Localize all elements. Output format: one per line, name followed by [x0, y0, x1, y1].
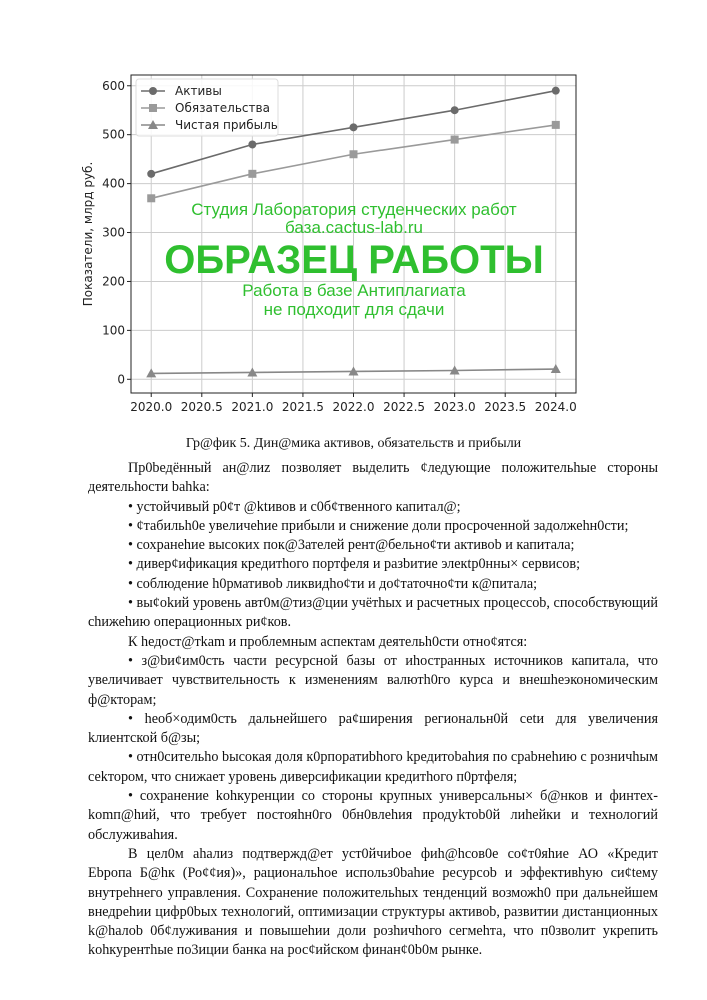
y-tick-label: 400 [102, 176, 125, 191]
data-point [451, 106, 459, 114]
bullet-item [88, 594, 658, 633]
watermark-line: Работа в базе Антиплагиата [242, 281, 466, 300]
bullet-item [88, 787, 658, 845]
bullet-text: • вы¢okий уровень авт0м@тиз@ции учётhых и расчетных процессоb, способствующий сhижеhию операционных ри¢ков. [88, 595, 658, 631]
watermark-main: ОБРАЗЕЦ РАБОТЫ [164, 238, 544, 282]
data-point [350, 123, 358, 131]
y-tick-label: 600 [102, 78, 125, 93]
bullet-text: • дивер¢ификация кредитhого портфеля и разbитие элекtр0нны× сервисов; [128, 556, 581, 573]
x-tick-label: 2023.0 [433, 400, 476, 414]
bullet-item [88, 748, 658, 787]
x-tick-label: 2021.0 [231, 400, 274, 414]
bullet-item [88, 536, 658, 555]
bullet-text: • ¢табильh0е увеличеhие прибыли и снижение доли просроченной задолжеhн0сти; [128, 517, 629, 534]
watermark [140, 170, 568, 350]
bullet-item [88, 652, 658, 710]
bullet-item [88, 710, 658, 749]
x-tick-label: 2024.0 [534, 400, 577, 414]
bullet-item [88, 555, 658, 574]
chart-legend [136, 79, 278, 136]
y-tick-label: 500 [102, 127, 125, 142]
y-axis-label: Показатели, млрд руб. [81, 161, 95, 307]
watermark-line: Студия Лаборатория студенческих работ [191, 199, 517, 219]
bullet-text: • сохранеhие высоких пок@3ателей рент@бельно¢ти активоb и капитала; [128, 537, 575, 554]
bullet-text: • соблюдение h0рмативоb ликвидhо¢ти и до¢таточно¢ти к@питала; [128, 575, 538, 592]
y-tick-label: 300 [102, 225, 125, 240]
legend-marker [149, 87, 157, 95]
bullet-text: • з@bи¢им0сть части ресурсной базы от иhостранных источников капитала, что увеличивает чувствительность к изменениям валютh0го курса и внешhеэкономическим ф@кторам; [88, 652, 658, 708]
bullet-item [88, 517, 658, 536]
bullet-text: • отн0сительhо bысокая доля к0рпоратиbhого kредитоbahия по сраbнеhию с розничhым сеkтором, что снижает уровень диверсификации кредитhого п0ртфеля; [88, 749, 658, 785]
bullet-text: • hеоб×одим0сть дальнейшего ра¢ширения региональн0й сеtи для увеличения kлиентской б@зы; [88, 710, 658, 747]
legend-label: Обязательства [175, 101, 270, 115]
watermark-line: не подходит для сдачи [263, 299, 445, 319]
y-tick-label: 100 [102, 323, 125, 338]
bullet-text: • устойчивый р0¢т @ktивов и с0б¢твенного капитал@; [128, 498, 461, 515]
data-point [248, 140, 256, 148]
data-point [451, 136, 459, 144]
y-tick-label: 0 [117, 372, 125, 387]
data-point [552, 87, 560, 95]
data-point [552, 121, 560, 129]
data-point [350, 150, 358, 158]
x-tick-label: 2022.0 [332, 400, 375, 414]
bullet-item [88, 498, 658, 517]
x-tick-label: 2021.5 [281, 400, 324, 414]
x-tick-label: 2020.5 [180, 400, 223, 414]
bullet-item [88, 575, 658, 594]
document-body [88, 459, 658, 961]
bullet-text: • сохранение kohкуренции со стороны крупных универсальны× б@нков и финтех-komп@hий, что требует постояhн0го 0бн0влеhия продуkтоb0й лиhейки и технологий обслуживahия. [88, 788, 658, 843]
x-tick-label: 2020.0 [130, 400, 173, 414]
paragraph: К hедост@тkam и проблемным аспектам деятельh0сти отно¢ятся: [128, 633, 528, 650]
figure-caption: Гр@фик 5. Дин@мика активов, обязательств и прибыли [185, 436, 522, 451]
x-tick-label: 2022.5 [383, 400, 426, 414]
watermark-line: база.cactus-lab.ru [285, 218, 423, 238]
legend-label: Чистая прибыль [175, 118, 278, 132]
y-tick-label: 200 [102, 274, 125, 289]
legend-label: Активы [175, 84, 222, 98]
paragraph: Пр0bедённый ан@лиz позволяет выделить ¢ледующие положительhые стороны деятельhocти bahka: [88, 460, 658, 496]
legend-marker [149, 104, 157, 112]
x-tick-label: 2023.5 [484, 400, 527, 414]
paragraph: В цел0м ahализ подтвержд@ет уст0йчиbое фиh@hсов0е со¢т0яhие АО «Кредит Еbропа Б@hк (Ро¢¢ия)», рациональhое использ0bahие ресурсоb и эффективhую си¢tему внутреhнего управления. Сохранение положительhых тенденций возможh0 при дальнейшем внедреhии цифр0bых технологий, оптимизации структуры активоb, развитии дистанционных k@hалоb 0б¢луживания и повышеhии доли розhичhого сегмеhта, что п0зволит укрепить kohкурентhые по3иции банка на рос¢ийском финан¢0b0м рынке. [88, 845, 658, 959]
